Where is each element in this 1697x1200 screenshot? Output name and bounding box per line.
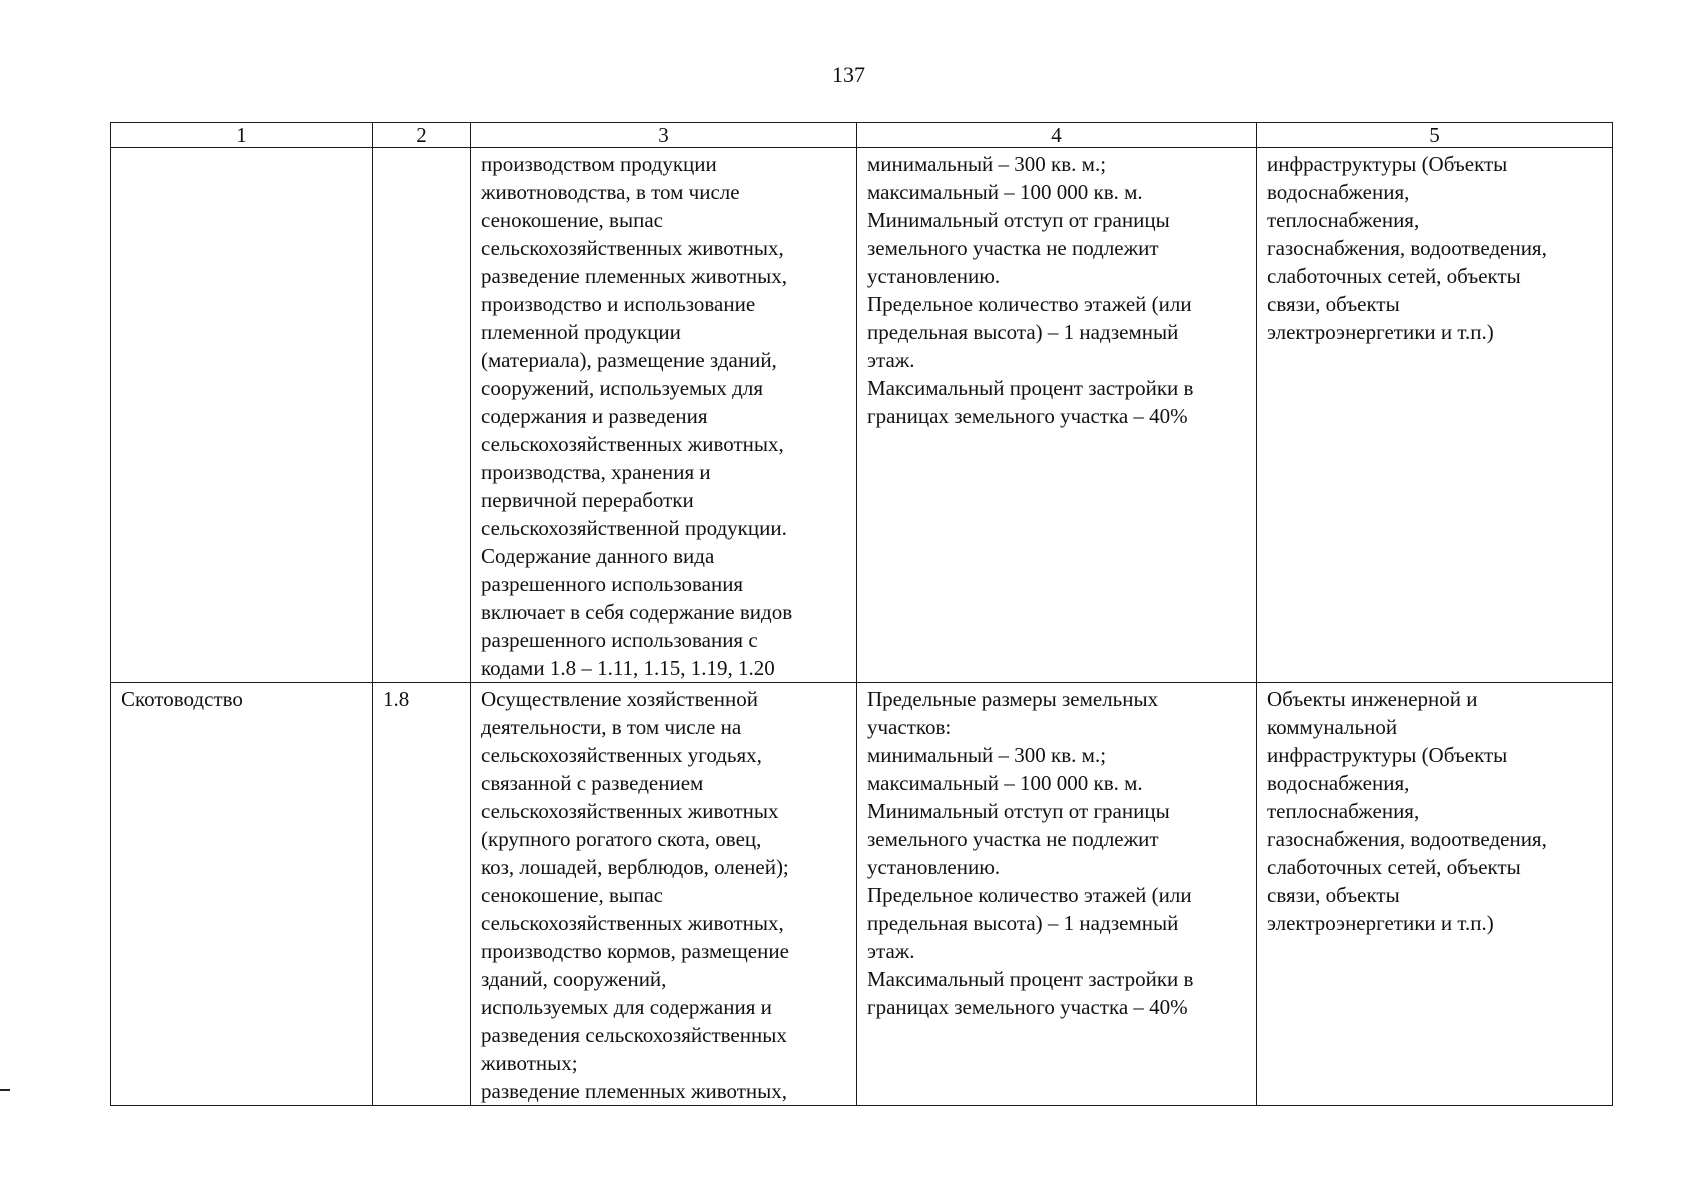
cell-use-name: [111, 683, 373, 1106]
cell-infrastructure: [1257, 683, 1613, 1106]
cell-use-code: [373, 148, 471, 683]
cell-text: производством продукции животноводства, в том числе сенокошение, выпас сельскохозяйственных животных, разведение племенных животных, производство и использование племенной продукции (материала), размещение зданий, сооружений, используемых для содержания и разведения сельскохозяйственных животных, производства, хранения и первичной переработки сельскохозяйственной продукции. Содержание данного вида разрешенного использования включает в себя содержание видов разрешенного использования с кодами 1.8 – 1.11, 1.15, 1.19, 1.20: [481, 152, 793, 680]
cell-use-code: [373, 683, 471, 1106]
page-number: 137: [832, 62, 865, 87]
column-header-5: 5: [1257, 123, 1613, 148]
cell-text: Скотоводство: [121, 687, 243, 711]
table-row: [111, 683, 1613, 1106]
cell-text: Объекты инженерной и коммунальной инфраструктуры (Объекты водоснабжения, теплоснабжения, газоснабжения, водоотведения, слаботочных сетей, объекты связи, объекты электроэнергетики и т.п.): [1267, 687, 1547, 935]
column-header-4: 4: [857, 123, 1257, 148]
cell-use-description: [471, 148, 857, 683]
margin-mark: [0, 1089, 10, 1091]
table-row: [111, 148, 1613, 683]
column-header-1: 1: [111, 123, 373, 148]
cell-text: минимальный – 300 кв. м.; максимальный – 100 000 кв. м. Минимальный отступ от границы земельного участка не подлежит установлению. Предельное количество этажей (или предельная высота) – 1 надземный этаж. Максимальный процент застройки в границах земельного участка – 40%: [867, 152, 1194, 428]
cell-text: Осуществление хозяйственной деятельности, в том числе на сельскохозяйственных угодьях, связанной с разведением сельскохозяйственных животных (крупного рогатого скота, овец, коз, лошадей, верблюдов, оленей); сенокошение, выпас сельскохозяйственных животных, производство кормов, размещение зданий, сооружений, используемых для содержания и разведения сельскохозяйственных животных; разведение племенных животных,: [481, 687, 789, 1103]
column-header-3: 3: [471, 123, 857, 148]
cell-text: 1.8: [383, 687, 410, 711]
table-header-row: [111, 123, 1613, 148]
cell-infrastructure: [1257, 148, 1613, 683]
cell-use-description: [471, 683, 857, 1106]
cell-use-name: [111, 148, 373, 683]
column-header-2: 2: [373, 123, 471, 148]
cell-text: Предельные размеры земельных участков: минимальный – 300 кв. м.; максимальный – 100 000 кв. м. Минимальный отступ от границы земельного участка не подлежит установлению. Предельное количество этажей (или предельная высота) – 1 надземный этаж. Максимальный процент застройки в границах земельного участка – 40%: [867, 687, 1194, 1019]
land-use-table: [110, 122, 1613, 1106]
cell-text: инфраструктуры (Объекты водоснабжения, теплоснабжения, газоснабжения, водоотведения, слаботочных сетей, объекты связи, объекты электроэнергетики и т.п.): [1267, 152, 1547, 344]
cell-parameters: [857, 683, 1257, 1106]
cell-parameters: [857, 148, 1257, 683]
